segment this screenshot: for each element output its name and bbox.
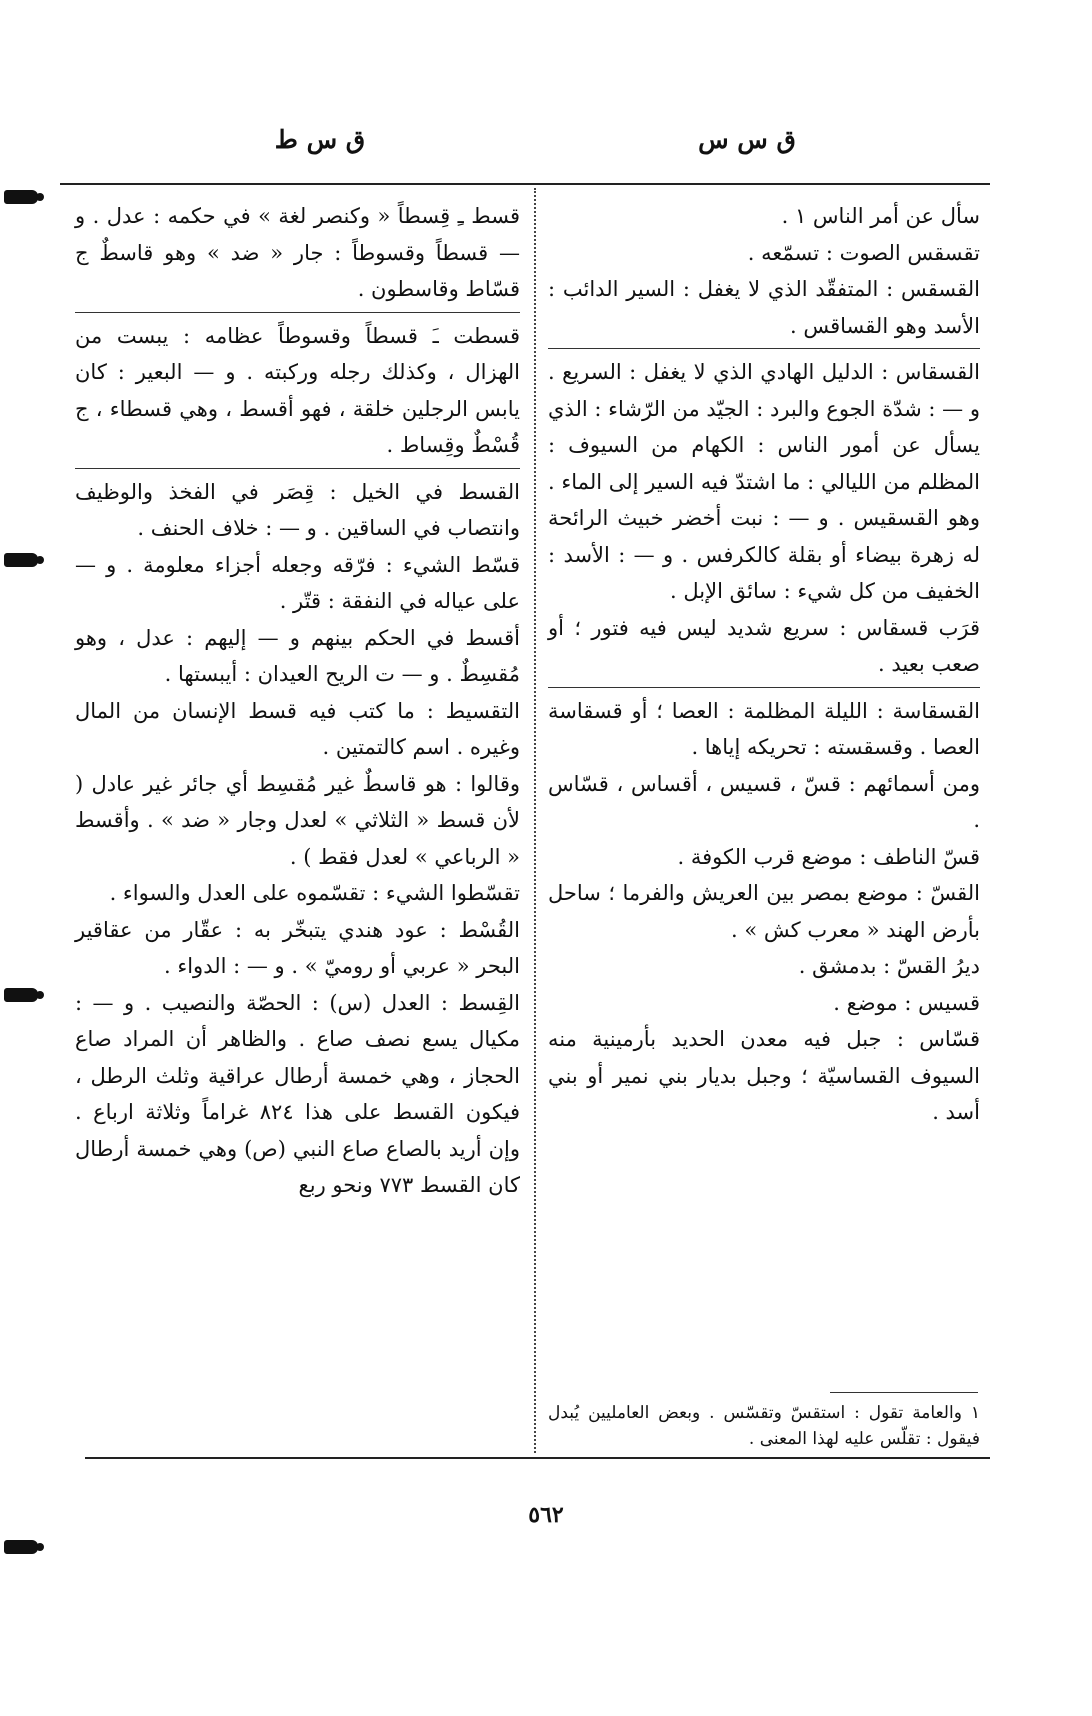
entry: قسطت ـَ قسطاً وقسوطاً عظامه : يبست من الهزال ، وكذلك رجله وركبته . و — البعير : كان يابس الرجلين خلقة ، فهو أقسط ، وهي قسطاء ، ج قُسْطٌ وقِساط .	[75, 312, 520, 464]
entry: القسّ : موضع بمصر بين العريش والفرما ؛ ساحل بأرض الهند « معرب كش » .	[548, 881, 980, 942]
entry: ديرُ القسّ : بدمشق .	[798, 954, 980, 978]
thumb-index-tab-icon	[4, 553, 38, 567]
entry: القسط في الخيل : قِصَر في الفخذ والوظيف وانتصاب في الساقين . و — : خلاف الحنف .	[75, 468, 520, 547]
entry: قسّاس : جبل فيه معدن الحديد بأرمينية منه السيوف القساسيّة ؛ وجبل بديار بني نمير أو بني أسد .	[548, 1027, 980, 1124]
entry: وقالوا : هو قاسطٌ غير مُقسِط أي جائر غير عادل ( لأن قسط « الثلاثي » لعدل وجار « ضد » . وأقسط « الرباعي » لعدل فقط ) .	[75, 771, 520, 869]
left-column	[75, 198, 520, 1204]
entry: قسط ـِ قِسطاً « وكنصر لغة » في حكمه : عدل . و — قسطاً وقسوطاً : جار « ضد » وهو قاسطٌ ج قسّاط وقاسطون .	[75, 204, 520, 301]
header-root-right: ق س س	[698, 125, 796, 154]
footnote-rule	[830, 1392, 978, 1393]
entry: أقسط في الحكم بينهم و — إليهم : عدل ، وهو مُقسِطٌ . و — ت الريح العيدان : أيبستها .	[75, 625, 520, 686]
thumb-index-tab-icon	[4, 1540, 38, 1554]
entry: ومن أسمائهم : قسّ ، قسيس ، أقساس ، قسّاس .	[548, 771, 980, 832]
entry: تقسقس الصوت : تسمّعه .	[747, 240, 980, 265]
thumb-index-tab-icon	[4, 190, 38, 204]
header-rule	[60, 183, 990, 185]
entry: القِسط : العدل (س) : الحصّة والنصيب . و — : مكيال يسع نصف صاع . والظاهر أن المراد صاع الحجاز ، وهي خمسة أرطال عراقية وثلث الرطل ، فيكون القسط على هذا ٨٢٤ غراماً وثلاثة ارباع . وإن أريد بالصاع صاع النبي (ص) وهي خمسة أرطال كان القسط ٧٧٣ ونحو ربع	[75, 990, 520, 1197]
entry: قسّط الشيء : فرّقه وجعله أجزاء معلومة . و — على عياله في النفقة : قتّر .	[75, 552, 520, 613]
entry: قسّ الناطف : موضع قرب الكوفة .	[677, 844, 980, 869]
entry: القسقاس : الدليل الهادي الذي لا يغفل : السريع . و — : شدّة الجوع والبرد : الجيّد من الرّشاء : الذي يسأل عن أمور الناس : الكهام من السيوف : المظلم من الليالي : ما اشتدّ فيه السير إلى الماء . وهو القسقيس . و — : نبت أخضر خبيث الرائحة له زهرة بيضاء أو بقلة كالكرفس . و — : الأسد : الخفيف من كل شيء : سائق الإبل .	[548, 348, 980, 610]
entry: سأل عن أمر الناس ١ .	[781, 204, 980, 228]
entry: القُسْط : عود هندي يتبخّر به : عقّار من عقاقير البحر « عربي أو روميّ » . و — : الدواء .	[75, 917, 520, 978]
page-number: ٥٦٢	[528, 1502, 564, 1528]
entry: القسقس : المتفقّد الذي لا يغفل : السير الدائب : الأسد وهو القساقس .	[548, 277, 980, 338]
footer-rule	[85, 1457, 990, 1459]
footnote: ١ والعامة تقول : استقسّ وتقسّس . وبعض العامليين يُبدل فيقول : تقلّس عليه لهذا المعنى .	[548, 1403, 980, 1449]
thumb-index-tab-icon	[4, 988, 38, 1002]
entry: قرَب قسقاس : سريع شديد ليس فيه فتور ؛ أو صعب بعيد .	[548, 615, 980, 676]
entry: التقسيط : ما كتب فيه قسط الإنسان من المال وغيره . اسم كالتمتين .	[75, 698, 520, 759]
entry: تقسّطوا الشيء : تقسّموه على العدل والسواء .	[109, 881, 520, 905]
column-divider	[534, 188, 536, 1453]
entry: القسقاسة : الليلة المظلمة : العصا ؛ أو قسقاسة العصا . وقسقسته : تحريكه إياها .	[548, 687, 980, 766]
entry: قسيس : موضع .	[833, 990, 980, 1015]
header-root-left: ق س ط	[274, 125, 366, 154]
right-column	[548, 198, 980, 1131]
